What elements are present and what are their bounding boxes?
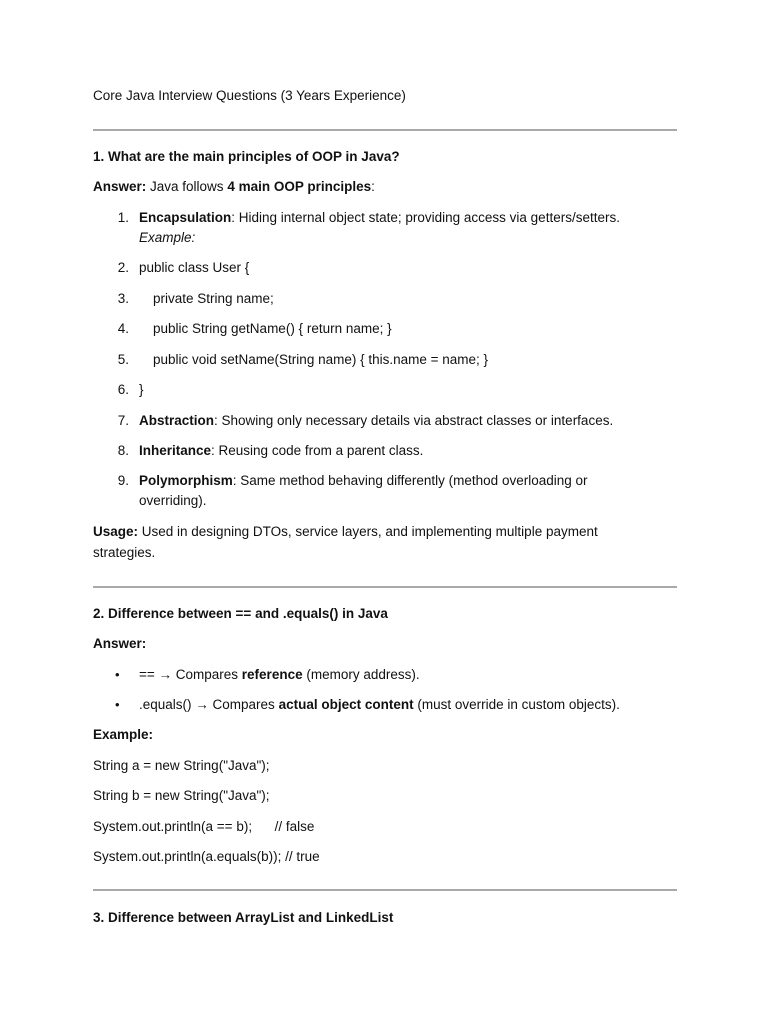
answer-label: Answer: <box>93 179 147 194</box>
code-line: String a = new String("Java"); <box>93 758 270 773</box>
document-page <box>93 0 677 1024</box>
list-item-polymorphism <box>139 471 588 491</box>
code-line: private String name; <box>153 291 274 306</box>
term: Polymorphism <box>139 473 233 488</box>
bullet-text-pre: .equals() → Compares <box>139 697 279 712</box>
list-number: 1. <box>117 210 129 225</box>
definition: : Reusing code from a parent class. <box>211 443 424 458</box>
code-line: } <box>139 382 144 397</box>
list-number: 8. <box>117 443 129 458</box>
bullet-text-post: (must override in custom objects). <box>413 697 620 712</box>
usage-line <box>93 522 598 542</box>
list-number: 6. <box>117 382 129 397</box>
bullet-item <box>139 695 620 715</box>
definition: : Showing only necessary details via abstract classes or interfaces. <box>214 413 614 428</box>
term: Inheritance <box>139 443 212 458</box>
term: Encapsulation <box>139 210 232 225</box>
answer-text-pre: Java follows <box>146 179 228 194</box>
usage-continued: strategies. <box>93 545 156 560</box>
list-item-abstraction <box>139 411 613 431</box>
list-number: 2. <box>117 260 129 275</box>
bullet-text-post: (memory address). <box>302 667 420 682</box>
definition: : Same method behaving differently (method overloading or <box>232 473 588 488</box>
q1-answer <box>93 177 375 197</box>
q1-heading: 1. What are the main principles of OOP in Java? <box>93 149 400 164</box>
definition: : Hiding internal object state; providing access via getters/setters. <box>231 210 620 225</box>
horizontal-rule <box>93 129 677 131</box>
list-number: 4. <box>117 321 129 336</box>
bullet-text-bold: actual object content <box>278 697 414 712</box>
bullet-text-pre: == → Compares <box>139 667 242 682</box>
bullet-text-bold: reference <box>241 667 303 682</box>
code-line: System.out.println(a.equals(b)); // true <box>93 849 320 864</box>
code-line: public String getName() { return name; } <box>153 321 392 336</box>
bullet-item <box>139 665 420 685</box>
q3-heading: 3. Difference between ArrayList and LinkedList <box>93 910 394 925</box>
q2-answer-label: Answer: <box>93 636 147 651</box>
list-item-inheritance <box>139 441 423 461</box>
bullet-icon: • <box>115 697 120 712</box>
definition-continued: overriding). <box>139 493 207 508</box>
code-line: public void setName(String name) { this.name = name; } <box>153 352 489 367</box>
list-item-encapsulation <box>139 208 620 228</box>
q2-heading: 2. Difference between == and .equals() in Java <box>93 606 388 621</box>
code-line: String b = new String("Java"); <box>93 788 270 803</box>
answer-text-post: : <box>371 179 375 194</box>
list-number: 9. <box>117 473 129 488</box>
list-number: 5. <box>117 352 129 367</box>
document-title: Core Java Interview Questions (3 Years Experience) <box>93 88 406 103</box>
term: Abstraction <box>139 413 215 428</box>
example-label: Example: <box>139 230 196 245</box>
horizontal-rule <box>93 889 677 891</box>
list-number: 7. <box>117 413 129 428</box>
bullet-icon: • <box>115 667 120 682</box>
code-line: System.out.println(a == b); // false <box>93 819 315 834</box>
code-line: public class User { <box>139 260 250 275</box>
q2-example-label: Example: <box>93 727 154 742</box>
answer-text-bold: 4 main OOP principles <box>227 179 372 194</box>
horizontal-rule <box>93 586 677 588</box>
usage-text: Used in designing DTOs, service layers, and implementing multiple payment <box>138 524 598 539</box>
usage-label: Usage: <box>93 524 139 539</box>
list-number: 3. <box>117 291 129 306</box>
